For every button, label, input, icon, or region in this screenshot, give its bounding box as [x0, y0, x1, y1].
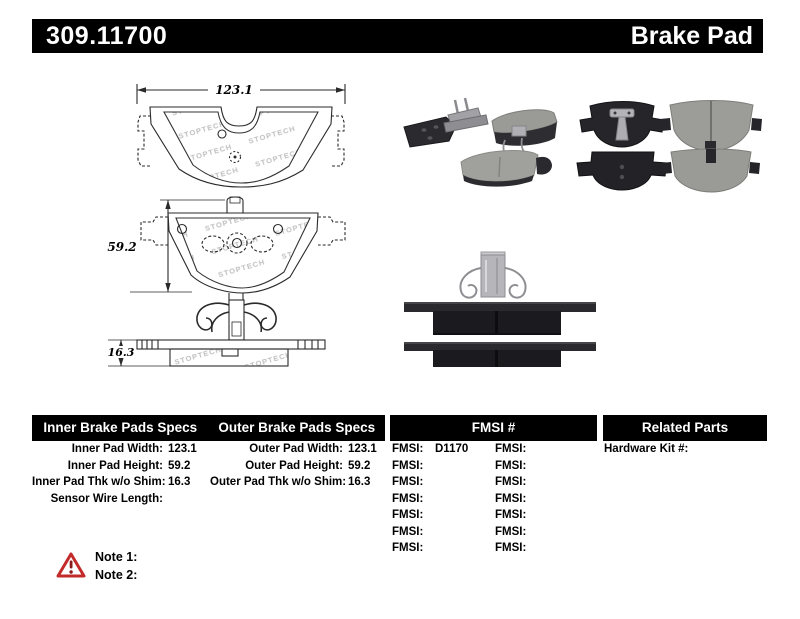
width-dim-label: 123.1 [215, 83, 253, 97]
pad-back-view [141, 197, 345, 310]
fmsi-header-bar [390, 415, 597, 441]
outer-specs-column [210, 441, 377, 491]
fmsi-row: FMSI: [392, 542, 424, 554]
fmsi-row: FMSI: [392, 525, 424, 538]
spec-row: Outer Pad Width: 123.1 [249, 443, 377, 455]
spec-row: Inner Pad Width: 123.1 [71, 443, 197, 455]
fmsi-row: FMSI: [495, 509, 527, 521]
fmsi-row: FMSI: [392, 492, 424, 505]
part-number: 309.11700 [46, 21, 168, 50]
fmsi-column-1 [392, 441, 468, 557]
fmsi-row: FMSI: [495, 459, 527, 472]
related-parts-header: Related Parts [641, 420, 729, 435]
warning-icon [56, 552, 86, 579]
fmsi-row: FMSI: [495, 476, 527, 488]
photo-pads-edge-view [404, 252, 596, 367]
photo-pads-angled [404, 98, 557, 187]
fmsi-row: FMSI: [392, 509, 424, 521]
width-dimension [137, 83, 345, 104]
fmsi-header: FMSI # [471, 420, 516, 435]
related-parts-header-bar [603, 415, 767, 441]
inner-specs-header: Inner Brake Pads Specs [43, 420, 198, 435]
fmsi-row: FMSI: [392, 476, 424, 488]
related-parts-column [604, 441, 693, 458]
spec-row: Outer Pad Height: 59.2 [245, 459, 371, 472]
related-row: Hardware Kit #: [604, 443, 689, 455]
note-2: Note 2: [95, 567, 138, 582]
specs-header-bar [32, 415, 385, 441]
fmsi-row: FMSI: D1170 [392, 443, 469, 455]
thickness-dim-label: 16.3 [107, 346, 135, 359]
fmsi-row: FMSI: [495, 443, 527, 455]
spec-row: Sensor Wire Length: [50, 492, 163, 505]
product-type: Brake Pad [630, 21, 753, 50]
photo-pad-set [577, 101, 762, 193]
spec-row: Outer Pad Thk w/o Shim: 16.3 [210, 476, 371, 488]
spec-row: Inner Pad Height: 59.2 [67, 459, 191, 472]
notes [95, 549, 137, 584]
technical-drawing [106, 83, 345, 366]
fmsi-row: FMSI: [495, 525, 527, 538]
pad-front-view [138, 107, 344, 187]
fmsi-column-2 [495, 441, 531, 557]
sensor-clip-drawing [197, 300, 276, 340]
fmsi-row: FMSI: [495, 542, 527, 554]
fmsi-row: FMSI: [495, 492, 527, 505]
height-dim-label: 59.2 [107, 240, 137, 254]
note-1: Note 1: [95, 550, 138, 564]
inner-specs-column [32, 441, 197, 507]
spec-row: Inner Pad Thk w/o Shim: 16.3 [32, 476, 191, 488]
outer-specs-header: Outer Brake Pads Specs [218, 420, 376, 435]
fmsi-row: FMSI: [392, 459, 424, 472]
pad-side-view [137, 340, 325, 366]
